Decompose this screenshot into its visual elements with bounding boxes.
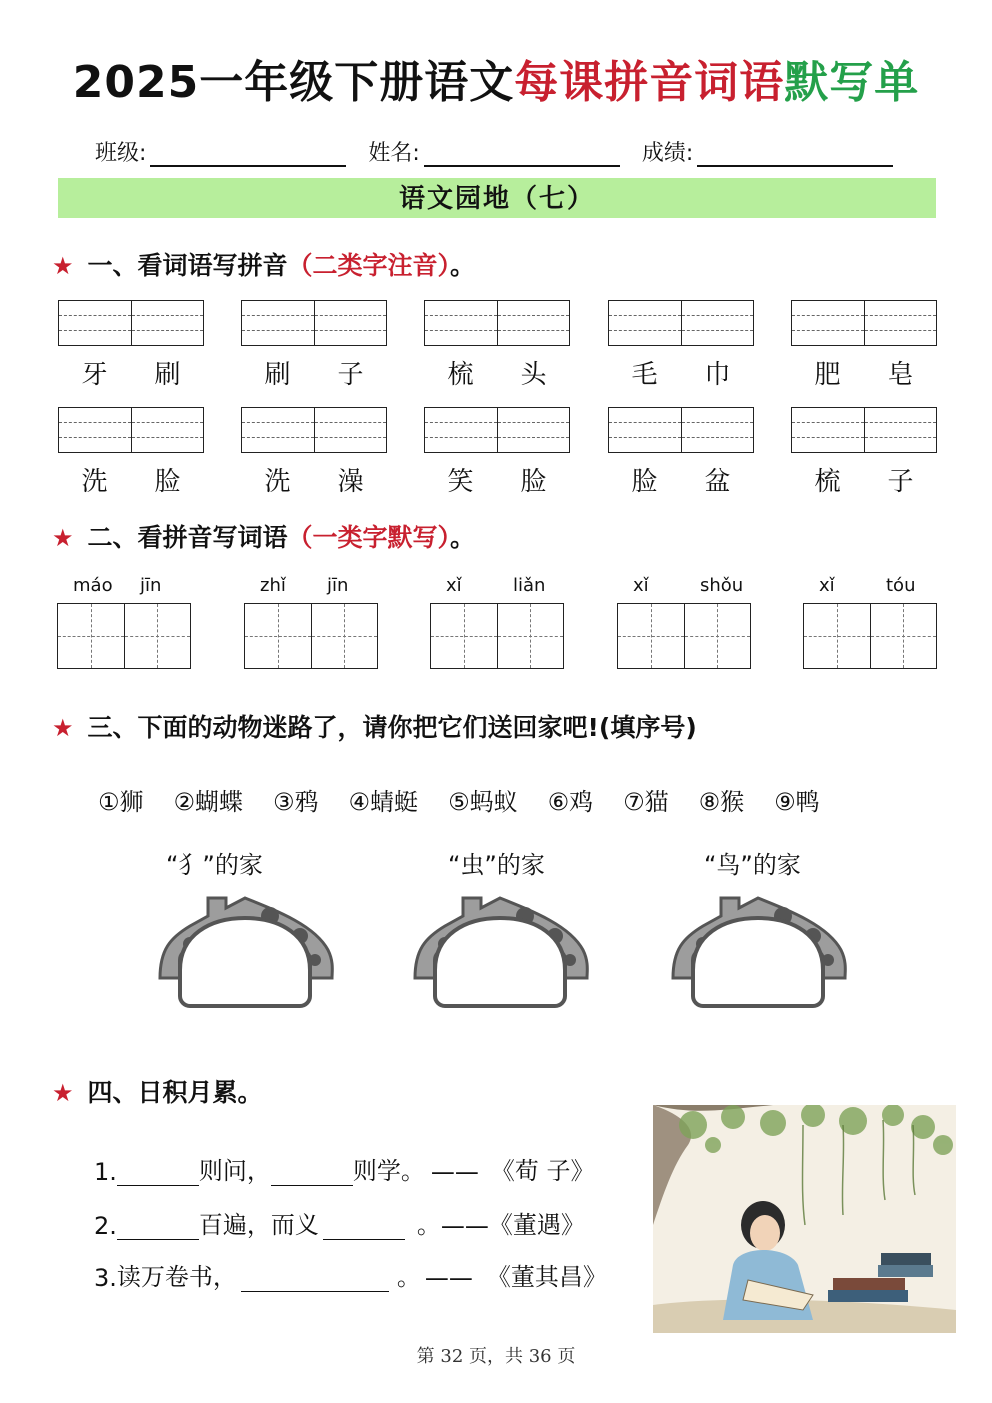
class-label: 班级: [95, 141, 147, 166]
page-footer: 第 32 页，共 36 页 [416, 1346, 576, 1367]
word-pair [608, 354, 754, 391]
poem-blank[interactable] [271, 1161, 353, 1186]
animal-item: ⑦猫 [623, 788, 669, 816]
section-3-heading [52, 708, 697, 744]
animal-item: ③鸦 [273, 788, 319, 816]
poem-text: 则问， [198, 1157, 271, 1185]
word-char: 梳 [814, 467, 841, 497]
pinyin-label: xǐ [446, 575, 462, 596]
animal-item: ④蜻蜓 [348, 788, 419, 816]
poem-blank[interactable] [241, 1267, 389, 1292]
pinyin-label: xǐ [819, 575, 835, 596]
word-char: 脸 [631, 467, 658, 497]
word-char: 笑 [447, 467, 474, 497]
character-writing-box[interactable] [57, 603, 191, 669]
section-3-text: 三、下面的动物迷路了，请你把它们送回家吧!(填序号) [87, 713, 697, 742]
word-char: 洗 [264, 467, 291, 497]
title-part-3: 默写单 [784, 57, 920, 108]
poem-dash: —— [440, 1212, 489, 1240]
word-char: 毛 [631, 360, 658, 390]
poem-source: 《董遇》 [488, 1211, 585, 1239]
animal-list [98, 782, 820, 817]
word-char: 盆 [704, 467, 731, 497]
section-1-heading [52, 246, 475, 282]
star-icon: ★ [52, 714, 74, 742]
section-4-text: 四、日积月累。 [87, 1078, 263, 1107]
score-label: 成绩: [641, 141, 694, 166]
poem-dash: —— [424, 1264, 473, 1292]
pinyin-label: tóu [886, 575, 916, 596]
poem-text: 则学。 [352, 1157, 425, 1185]
title-part-2: 每课拼音词语 [514, 57, 785, 108]
pinyin-answer-box[interactable] [791, 300, 937, 346]
home-label-niao: “鸟”的家 [704, 851, 801, 879]
poem-number: 1. [94, 1158, 117, 1186]
word-char: 梳 [447, 360, 474, 390]
section-2-end: 。 [450, 523, 476, 552]
poem-blank[interactable] [117, 1161, 199, 1186]
pinyin-answer-box[interactable] [791, 407, 937, 453]
animal-item: ⑨鸭 [774, 788, 820, 816]
title-part-1: 2025一年级下册语文 [72, 57, 515, 108]
word-char: 巾 [704, 360, 731, 390]
animal-item: ⑧猴 [698, 788, 745, 816]
character-writing-box[interactable] [803, 603, 937, 669]
name-field[interactable] [424, 139, 620, 167]
star-icon: ★ [52, 524, 74, 552]
poem-line-3 [94, 1257, 607, 1292]
pinyin-label: xǐ [633, 575, 649, 596]
poem-text: 读万卷书， [116, 1263, 237, 1291]
word-pair [791, 354, 937, 391]
student-info-row [95, 136, 893, 167]
character-writing-box[interactable] [430, 603, 564, 669]
pinyin-answer-box[interactable] [241, 407, 387, 453]
section-1-end: 。 [450, 251, 476, 280]
word-char: 头 [520, 360, 547, 390]
poem-blank[interactable] [117, 1215, 199, 1240]
character-writing-box[interactable] [617, 603, 751, 669]
section-2-heading [52, 518, 475, 554]
house-icon[interactable] [150, 890, 340, 1010]
section-1-note: （二类字注音） [287, 251, 451, 280]
pinyin-answer-box[interactable] [58, 407, 204, 453]
word-pair [58, 461, 204, 498]
word-pair [241, 461, 387, 498]
pinyin-label: máo [73, 575, 113, 596]
lesson-banner: 语文园地（七） [58, 178, 936, 218]
poem-dash: —— [430, 1158, 479, 1186]
animal-item: ⑤蚂蚁 [448, 788, 518, 816]
poem-blank[interactable] [323, 1215, 405, 1240]
animal-item: ⑥鸡 [547, 788, 594, 816]
word-char: 脸 [520, 467, 547, 497]
poem-number: 2. [94, 1212, 117, 1240]
poem-text: 。 [396, 1263, 421, 1291]
word-char: 子 [887, 467, 914, 497]
word-pair [58, 354, 204, 391]
section-2-note: （一类字默写） [287, 523, 451, 552]
word-char: 子 [337, 360, 364, 390]
poem-line-1 [94, 1151, 595, 1186]
pinyin-answer-box[interactable] [608, 300, 754, 346]
poem-source: 《董其昌》 [486, 1263, 607, 1291]
word-pair [424, 461, 570, 498]
page-title [0, 46, 992, 110]
character-writing-box[interactable] [244, 603, 378, 669]
name-label: 姓名: [368, 141, 420, 166]
poem-text: 。 [416, 1211, 441, 1239]
pinyin-answer-box[interactable] [58, 300, 204, 346]
animal-item: ①狮 [98, 788, 144, 816]
word-pair [424, 354, 570, 391]
star-icon: ★ [52, 252, 74, 280]
word-char: 洗 [81, 467, 108, 497]
poem-line-2 [94, 1205, 585, 1240]
section-4-heading [52, 1073, 263, 1109]
reading-girl-illustration [653, 1105, 956, 1333]
word-char: 刷 [154, 360, 181, 390]
word-char: 牙 [81, 360, 108, 390]
pinyin-label: jīn [327, 575, 349, 596]
word-pair [791, 461, 937, 498]
pinyin-answer-box[interactable] [608, 407, 754, 453]
score-field[interactable] [697, 139, 893, 167]
pinyin-label: liǎn [513, 575, 546, 596]
house-icon[interactable] [405, 890, 595, 1010]
animal-item: ②蝴蝶 [173, 788, 244, 816]
home-label-quan: “犭”的家 [166, 851, 263, 879]
home-label-chong: “虫”的家 [448, 851, 545, 879]
word-pair [608, 461, 754, 498]
class-field[interactable] [150, 139, 346, 167]
word-char: 肥 [814, 360, 841, 390]
word-char: 刷 [264, 360, 291, 390]
pinyin-label: jīn [140, 575, 162, 596]
poem-source: 《荀 子》 [490, 1157, 595, 1185]
pinyin-answer-box[interactable] [241, 300, 387, 346]
house-icon[interactable] [663, 890, 853, 1010]
word-char: 皂 [887, 360, 914, 390]
word-char: 澡 [337, 467, 364, 497]
section-2-text: 二、看拼音写词语 [87, 523, 288, 552]
poem-text: 百遍，而义 [198, 1211, 319, 1239]
pinyin-label: zhǐ [260, 575, 286, 596]
star-icon: ★ [52, 1079, 74, 1107]
word-char: 脸 [154, 467, 181, 497]
pinyin-answer-box[interactable] [424, 407, 570, 453]
section-1-text: 一、看词语写拼音 [87, 251, 288, 280]
poem-number: 3. [94, 1264, 117, 1292]
pinyin-label: shǒu [700, 575, 744, 596]
word-pair [241, 354, 387, 391]
pinyin-answer-box[interactable] [424, 300, 570, 346]
